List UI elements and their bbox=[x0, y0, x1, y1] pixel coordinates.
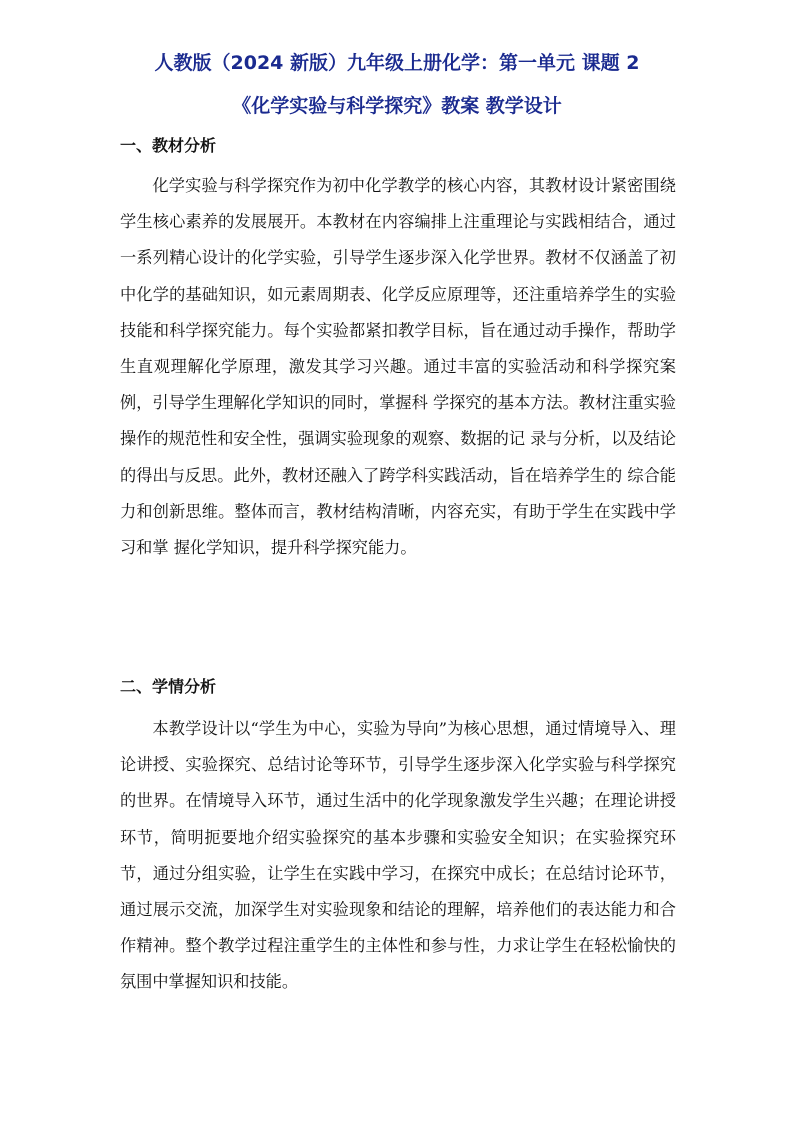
section-heading-student-analysis: 二、学情分析 bbox=[120, 677, 217, 696]
document-title-line-1: 人教版（2024 新版）九年级上册化学：第一单元 课题 2 bbox=[154, 52, 640, 74]
section-body-textbook-analysis: 化学实验与科学探究作为初中化学教学的核心内容，其教材设计紧密围绕学生核心素养的发展展开。本教材在内容编排上注重理论与实践相结合，通过一系列精心设计的化学实验，引导学生逐步深入化学世界。教材不仅涵盖了初中化学的基础知识，如元素周期表、化学反应原理等，还注重培养学生的实验技能和科学探究能力。每个实验都紧扣教学目标，旨在通过动手操作，帮助学生直观理解化学原理，激发其学习兴趣。通过丰富的实验活动和科学探究案例，引导学生理解化学知识的同时，掌握科 学探究的基本方法。教材注重实验操作的规范性和安全性，强调实验现象的观察、数据的记 录与分析，以及结论的得出与反思。此外，教材还融入了跨学科实践活动，旨在培养学生的 综合能力和创新思维。整体而言，教材结构清晰，内容充实，有助于学生在实践中学习和掌 握化学知识，提升科学探究能力。 bbox=[120, 176, 676, 558]
document-title-line-2: 《化学实验与科学探究》教案 教学设计 bbox=[232, 95, 562, 117]
section-heading-textbook-analysis: 一、教材分析 bbox=[120, 136, 217, 155]
section-body-student-analysis: 本教学设计以“学生为中心，实验为导向”为核心思想，通过情境导入、理论讲授、实验探究、总结讨论等环节，引导学生逐步深入化学实验与科学探究的世界。在情境导入环节，通过生活中的化学现象激发学生兴趣；在理论讲授环节，简明扼要地介绍实验探究的基本步骤和实验安全知识；在实验探究环节，通过分组实验，让学生在实践中学习，在探究中成长；在总结讨论环节，通过展示交流，加深学生对实验现象和结论的理解，培养他们的表达能力和合作精神。整个教学过程注重学生的主体性和参与性，力求让学生在轻松愉快的氛围中掌握知识和技能。 bbox=[120, 719, 676, 992]
